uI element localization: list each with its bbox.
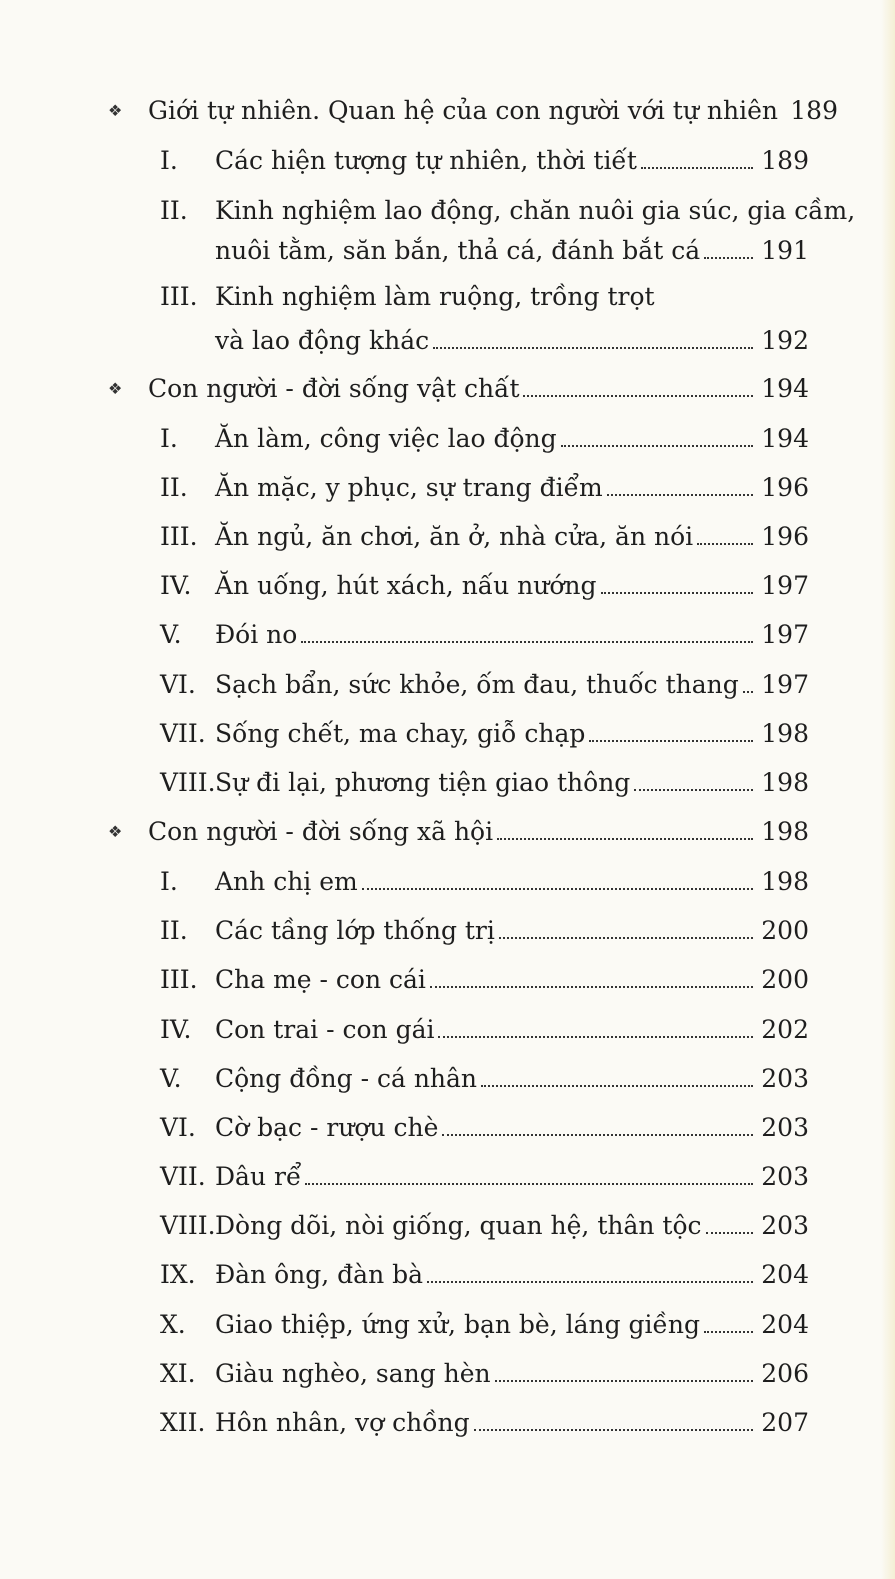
toc-page-number: 196 xyxy=(761,473,809,502)
toc-item xyxy=(0,1152,895,1192)
toc-item xyxy=(0,136,895,176)
toc-item-continuation xyxy=(0,226,895,266)
dot-leader xyxy=(697,543,753,545)
toc-page-number: 204 xyxy=(761,1260,809,1289)
toc-item xyxy=(0,1300,895,1340)
dot-leader xyxy=(704,1331,753,1333)
toc-item-number: VI. xyxy=(160,670,196,699)
toc-page-number: 189 xyxy=(761,146,809,175)
toc-item-number: III. xyxy=(160,282,198,311)
toc-item-label: Dòng dõi, nòi giống, quan hệ, thân tộc xyxy=(215,1211,702,1240)
toc-item-label: Con trai - con gái xyxy=(215,1015,435,1044)
toc-page-number: 198 xyxy=(761,719,809,748)
toc-section-material-life xyxy=(0,364,895,404)
toc-item-label: Sự đi lại, phương tiện giao thông xyxy=(215,768,631,797)
toc-item-number: V. xyxy=(160,620,182,649)
dot-leader xyxy=(601,592,753,594)
toc-item-label-line1: Kinh nghiệm lao động, chăn nuôi gia súc, gia cầm, xyxy=(215,196,856,225)
toc-item-label: Anh chị em xyxy=(215,867,358,896)
toc-page-number: 203 xyxy=(761,1064,809,1093)
toc-item-label: Giao thiệp, ứng xử, bạn bè, láng giềng xyxy=(215,1310,701,1339)
dot-leader xyxy=(474,1429,753,1431)
toc-item xyxy=(0,660,895,700)
dot-leader xyxy=(481,1085,753,1087)
toc-page-number: 200 xyxy=(761,965,809,994)
dot-leader xyxy=(589,740,753,742)
toc-page-number: 194 xyxy=(761,374,809,403)
toc-page-number: 206 xyxy=(761,1359,809,1388)
toc-item xyxy=(0,758,895,798)
toc-item-number: II. xyxy=(160,196,188,225)
toc-item xyxy=(0,857,895,897)
toc-item-number: V. xyxy=(160,1064,182,1093)
diamond-bullet-icon: ❖ xyxy=(108,101,123,120)
toc-item-number: III. xyxy=(160,965,198,994)
dot-leader xyxy=(499,937,753,939)
toc-page-number: 198 xyxy=(761,817,809,846)
diamond-bullet-icon: ❖ xyxy=(108,379,123,398)
toc-item-label: Cộng đồng - cá nhân xyxy=(215,1064,478,1093)
toc-item xyxy=(0,561,895,601)
dot-leader xyxy=(495,1380,753,1382)
toc-item-number: VII. xyxy=(160,1162,206,1191)
toc-page-number: 198 xyxy=(761,867,809,896)
dot-leader xyxy=(427,1281,753,1283)
dot-leader xyxy=(362,888,753,890)
toc-item-number: II. xyxy=(160,473,188,502)
toc-item xyxy=(0,906,895,946)
toc-page-number: 197 xyxy=(761,620,809,649)
toc-item-label: Ăn làm, công việc lao động xyxy=(215,424,557,453)
toc-item xyxy=(0,463,895,503)
dot-leader xyxy=(497,838,753,840)
dot-leader xyxy=(305,1183,753,1185)
dot-leader xyxy=(438,1036,753,1038)
dot-leader xyxy=(433,347,753,349)
toc-item-number: XII. xyxy=(160,1408,206,1437)
toc-item xyxy=(0,610,895,650)
toc-item-number: X. xyxy=(160,1310,186,1339)
toc-item-label: Ăn ngủ, ăn chơi, ăn ở, nhà cửa, ăn nói xyxy=(215,522,694,551)
toc-item-number: I. xyxy=(160,867,178,896)
toc-item-label: Sạch bẩn, sức khỏe, ốm đau, thuốc thang xyxy=(215,670,739,699)
toc-item-continuation xyxy=(0,316,895,356)
toc-page-number: 204 xyxy=(761,1310,809,1339)
toc-page-number: 202 xyxy=(761,1015,809,1044)
toc-page-number: 203 xyxy=(761,1162,809,1191)
toc-item xyxy=(0,512,895,552)
toc-item xyxy=(0,414,895,454)
toc-item-label: Cờ bạc - rượu chè xyxy=(215,1113,439,1142)
toc-page-number: 197 xyxy=(761,571,809,600)
toc-page-number: 189 xyxy=(790,96,838,125)
toc-page-number: 203 xyxy=(761,1211,809,1240)
toc-item-label: Ăn uống, hút xách, nấu nướng xyxy=(215,571,597,600)
toc-page-number: 197 xyxy=(761,670,809,699)
toc-item xyxy=(0,1005,895,1045)
toc-item-number: III. xyxy=(160,522,198,551)
toc-item-label: Đói no xyxy=(215,620,298,649)
toc-page-number: 207 xyxy=(761,1408,809,1437)
dot-leader xyxy=(706,1232,753,1234)
toc-section-label: Con người - đời sống xã hội xyxy=(148,817,494,846)
dot-leader xyxy=(641,167,753,169)
toc-item-label-line1: Kinh nghiệm làm ruộng, trồng trọt xyxy=(215,282,655,311)
toc-item-number: VIII. xyxy=(160,1211,216,1240)
toc-item xyxy=(0,955,895,995)
toc-page-number: 198 xyxy=(761,768,809,797)
dot-leader xyxy=(523,395,753,397)
toc-item xyxy=(0,1103,895,1143)
toc-item-label: Đàn ông, đàn bà xyxy=(215,1260,424,1289)
toc-item xyxy=(0,1054,895,1094)
toc-section-label: Giới tự nhiên. Quan hệ của con người với tự nhiên xyxy=(148,96,778,125)
dot-leader xyxy=(561,445,753,447)
toc-section-nature xyxy=(0,86,895,126)
toc-item xyxy=(0,709,895,749)
toc-item-label: Cha mẹ - con cái xyxy=(215,965,426,994)
dot-leader xyxy=(301,641,753,643)
toc-item xyxy=(0,1349,895,1389)
toc-page-number: 191 xyxy=(761,236,809,265)
toc-item-number: II. xyxy=(160,916,188,945)
toc-item-label: Hôn nhân, vợ chồng xyxy=(215,1408,470,1437)
toc-item-number: IV. xyxy=(160,1015,192,1044)
toc-page-number: 203 xyxy=(761,1113,809,1142)
toc-item-label: Giàu nghèo, sang hèn xyxy=(215,1359,491,1388)
toc-item-number: XI. xyxy=(160,1359,196,1388)
toc-section-label: Con người - đời sống vật chất xyxy=(148,374,520,403)
toc-page-number: 200 xyxy=(761,916,809,945)
toc-item-number: VII. xyxy=(160,719,206,748)
toc-item-number: I. xyxy=(160,424,178,453)
toc-item-label: Các hiện tượng tự nhiên, thời tiết xyxy=(215,146,637,175)
toc-page-number: 194 xyxy=(761,424,809,453)
toc-item xyxy=(0,1201,895,1241)
toc-item-label: và lao động khác xyxy=(215,326,430,355)
dot-leader xyxy=(634,789,753,791)
dot-leader xyxy=(743,691,753,693)
toc-item-number: IV. xyxy=(160,571,192,600)
toc-item-label: Sống chết, ma chay, giỗ chạp xyxy=(215,719,586,748)
toc-section-social-life xyxy=(0,807,895,847)
toc-page-number: 192 xyxy=(761,326,809,355)
toc-item-label: nuôi tằm, săn bắn, thả cá, đánh bắt cá xyxy=(215,236,701,265)
dot-leader xyxy=(607,494,753,496)
toc-page-number: 196 xyxy=(761,522,809,551)
dot-leader xyxy=(430,986,753,988)
toc-item xyxy=(0,1250,895,1290)
toc-item-number: I. xyxy=(160,146,178,175)
dot-leader xyxy=(704,257,753,259)
toc-item xyxy=(0,186,895,226)
toc-item-label: Các tầng lớp thống trị xyxy=(215,916,495,945)
toc-item xyxy=(0,1398,895,1438)
dot-leader xyxy=(442,1134,753,1136)
toc-item-label: Ăn mặc, y phục, sự trang điểm xyxy=(215,473,603,502)
toc-item-number: VI. xyxy=(160,1113,196,1142)
toc-item xyxy=(0,272,895,312)
toc-item-number: IX. xyxy=(160,1260,196,1289)
toc-item-number: VIII. xyxy=(160,768,216,797)
toc-item-label: Dâu rể xyxy=(215,1162,302,1191)
diamond-bullet-icon: ❖ xyxy=(108,822,123,841)
